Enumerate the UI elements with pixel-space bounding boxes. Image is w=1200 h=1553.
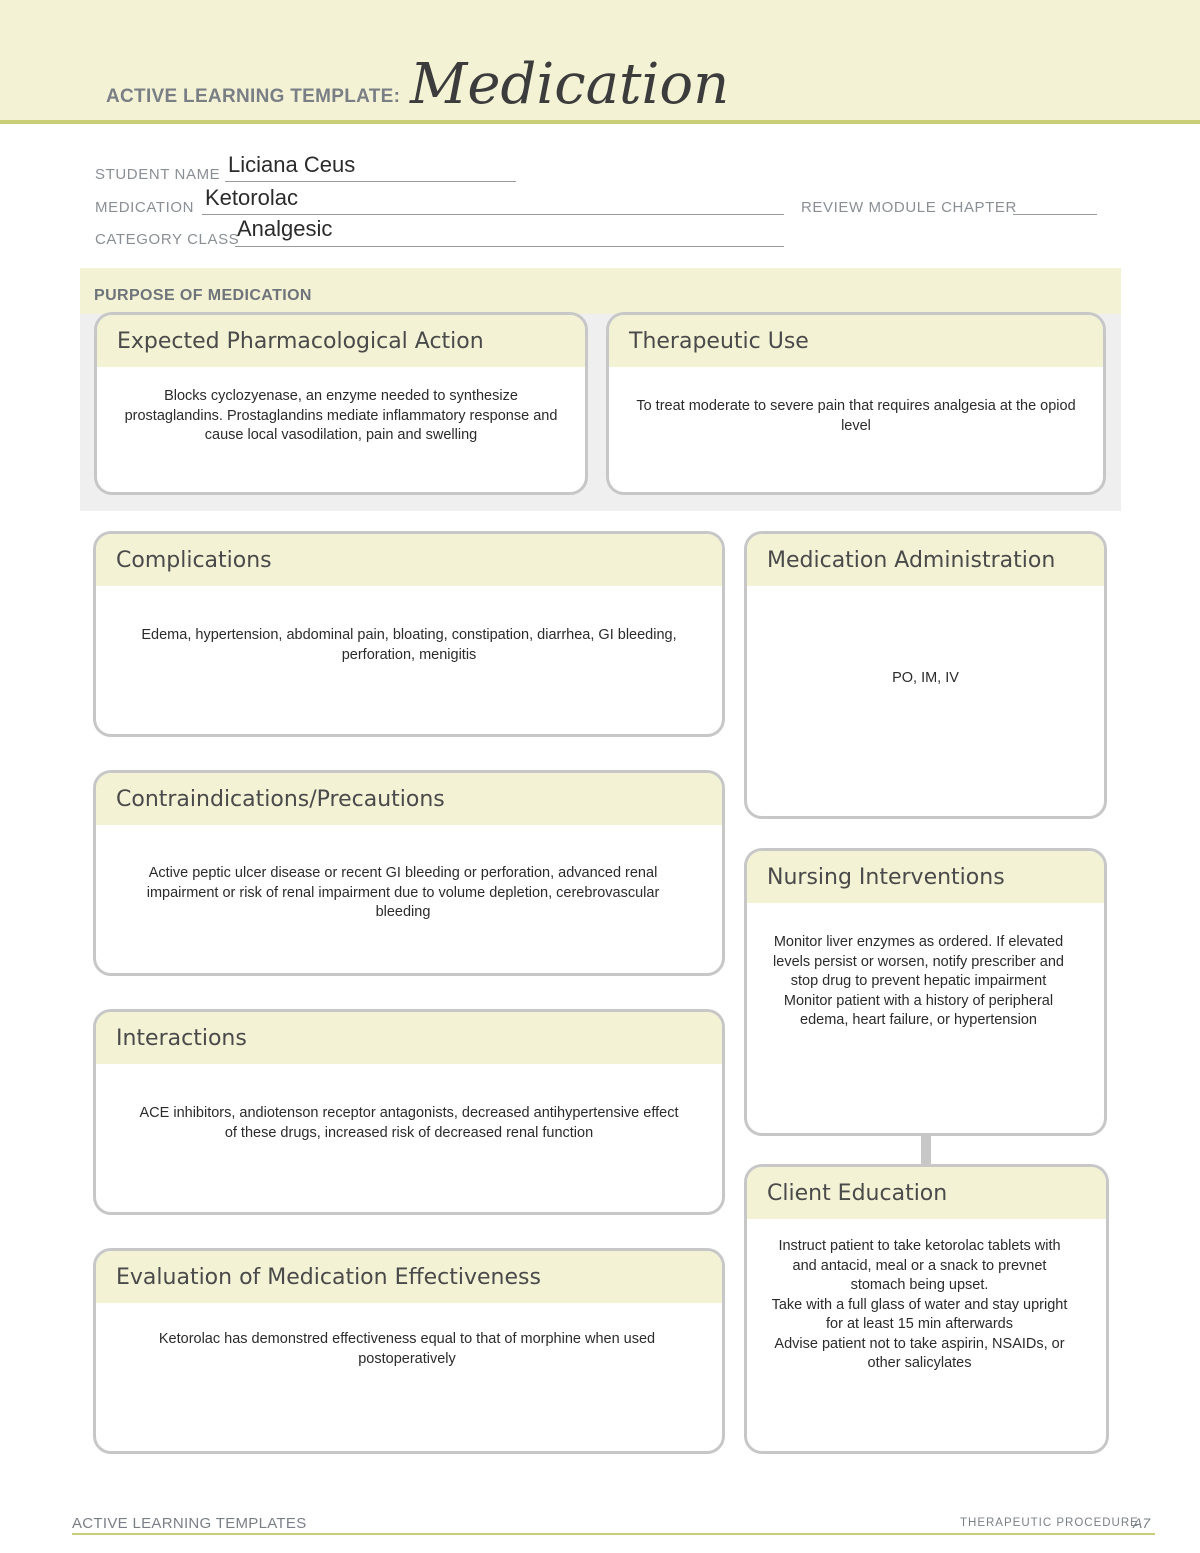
category-class-label: CATEGORY CLASS xyxy=(95,231,240,248)
purpose-header xyxy=(80,268,1121,314)
complications-heading: Complications xyxy=(96,534,722,586)
interactions-heading: Interactions xyxy=(96,1012,722,1064)
therapeutic-use-text[interactable]: To treat moderate to severe pain that requires analgesia at the opiod level xyxy=(636,398,1076,434)
complications-text[interactable]: Edema, hypertension, abdominal pain, bloating, constipation, diarrhea, GI bleeding, perforation, menigitis xyxy=(141,627,677,663)
student-name-field[interactable]: Liciana Ceus xyxy=(228,152,356,177)
purpose-title: PURPOSE OF MEDICATION xyxy=(94,287,312,304)
template-label: ACTIVE LEARNING TEMPLATE: xyxy=(106,86,401,107)
footer-divider xyxy=(72,1533,1155,1535)
category-class-field[interactable]: Analgesic xyxy=(237,216,333,241)
student-name-label: STUDENT NAME xyxy=(95,166,221,183)
client-education-heading: Client Education xyxy=(747,1167,1106,1219)
contraindications-text[interactable]: Active peptic ulcer disease or recent GI bleeding or perforation, advanced renal impairment or risk of renal impairment due to volume depletion, cerebrovascular bleeding xyxy=(146,865,660,920)
medication-administration-card xyxy=(744,531,1107,819)
evaluation-heading: Evaluation of Medication Effectiveness xyxy=(96,1251,722,1303)
evaluation-card xyxy=(93,1248,725,1454)
medication-line xyxy=(202,214,784,215)
interactions-card xyxy=(93,1009,725,1215)
client-education-text[interactable]: Instruct patient to take ketorolac tablets with and antacid, meal or a snack to prevnet stomach being upset. Take with a full glass of water and stay upright for at least 15 min afterwards Advise patient not to take aspirin, NSAIDs, or other salicylates xyxy=(771,1238,1068,1371)
expected-action-text[interactable]: Blocks cyclozyenase, an enzyme needed to synthesize prostaglandins. Prostaglandins mediate inflammatory response and cause local vasodilation, pain and swelling xyxy=(124,388,558,443)
medication-field[interactable]: Ketorolac xyxy=(205,185,298,210)
expected-action-card xyxy=(94,312,588,495)
therapeutic-use-card xyxy=(606,312,1106,495)
student-name-line xyxy=(225,181,516,182)
card-connector xyxy=(921,1134,931,1166)
medication-label: MEDICATION xyxy=(95,199,195,216)
footer-section-label: THERAPEUTIC PROCEDURE xyxy=(960,1517,1139,1529)
evaluation-text[interactable]: Ketorolac has demonstred effectiveness equal to that of morphine when used postoperatively xyxy=(158,1331,656,1367)
interactions-text[interactable]: ACE inhibitors, andiotenson receptor antagonists, decreased antihypertensive effect of these drugs, increased risk of decreased renal function xyxy=(139,1105,679,1141)
header-band xyxy=(0,0,1200,124)
client-education-card xyxy=(744,1164,1109,1454)
review-module-line xyxy=(1013,214,1097,215)
category-class-line xyxy=(235,246,784,247)
contraindications-card xyxy=(93,770,725,976)
expected-action-heading: Expected Pharmacological Action xyxy=(97,315,585,367)
nursing-interventions-text[interactable]: Monitor liver enzymes as ordered. If elevated levels persist or worsen, notify prescriber and stop drug to prevent hepatic impairment Monitor patient with a history of peripheral edema, heart failure, or hypertension xyxy=(773,934,1064,1028)
page-title: Medication xyxy=(410,52,730,117)
nursing-interventions-heading: Nursing Interventions xyxy=(747,851,1104,903)
page-number: A7 xyxy=(1133,1515,1151,1531)
medication-administration-text[interactable]: PO, IM, IV xyxy=(892,670,959,686)
complications-card xyxy=(93,531,725,737)
therapeutic-use-heading: Therapeutic Use xyxy=(609,315,1103,367)
footer-left-label: ACTIVE LEARNING TEMPLATES xyxy=(72,1515,307,1532)
review-module-label: REVIEW MODULE CHAPTER xyxy=(801,199,1017,216)
contraindications-heading: Contraindications/Precautions xyxy=(96,773,722,825)
nursing-interventions-card xyxy=(744,848,1107,1136)
medication-administration-heading: Medication Administration xyxy=(747,534,1104,586)
